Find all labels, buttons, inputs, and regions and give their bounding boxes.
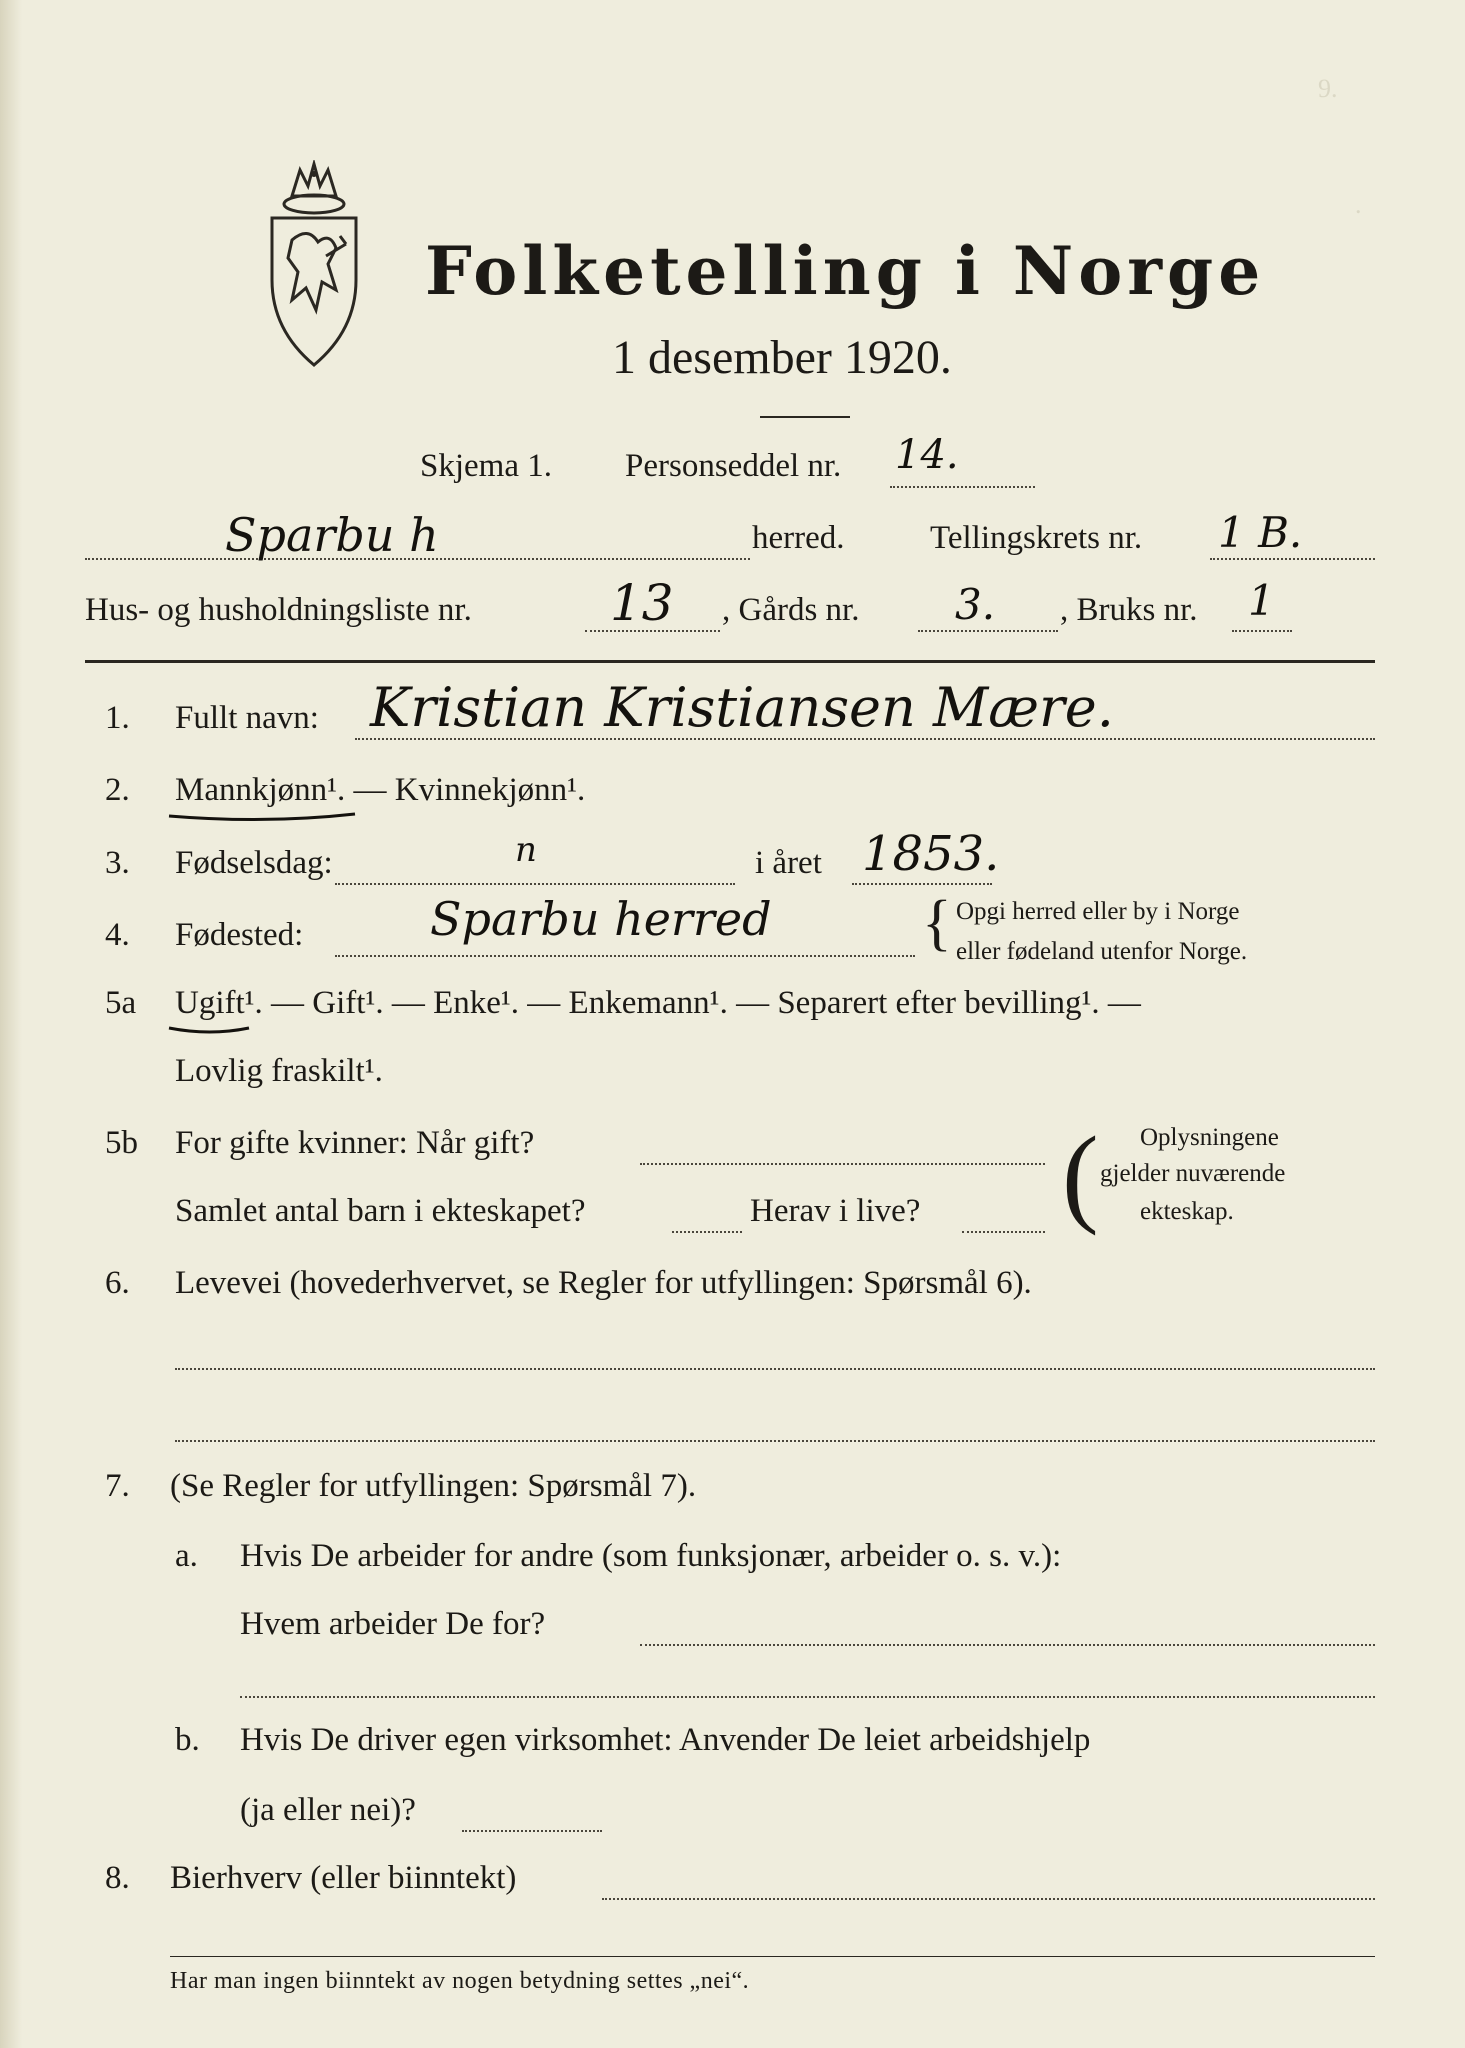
q7b-answer-field[interactable] bbox=[462, 1830, 602, 1832]
tellingskrets-value: 1 B. bbox=[1218, 508, 1303, 557]
q7b-line2: (ja eller nei)? bbox=[240, 1792, 416, 1828]
personseddel-label: Personseddel nr. bbox=[625, 448, 842, 484]
header-divider bbox=[85, 660, 1375, 663]
q8-text: Bierhverv (eller biinntekt) bbox=[170, 1860, 517, 1896]
gards-label: , Gårds nr. bbox=[722, 592, 860, 628]
q6-number: 6. bbox=[105, 1265, 130, 1301]
q4-label: Fødested: bbox=[175, 917, 304, 953]
q4-number: 4. bbox=[105, 917, 130, 953]
gards-value: 3. bbox=[955, 580, 996, 629]
q3-year-value: 1853. bbox=[862, 826, 1000, 882]
q7a-line1: Hvis De arbeider for andre (som funksjonær, arbeider o. s. v.): bbox=[240, 1538, 1062, 1574]
q5a-number: 5a bbox=[105, 985, 137, 1021]
q4-birthplace-value: Sparbu herred bbox=[430, 892, 772, 946]
q2-text: Mannkjønn¹. — Kvinnekjønn¹. bbox=[175, 772, 586, 808]
q5b-note-line3: ekteskap. bbox=[1140, 1198, 1234, 1225]
gards-field[interactable] bbox=[918, 630, 1058, 632]
q5b-alive-field[interactable] bbox=[962, 1231, 1045, 1233]
tellingskrets-label: Tellingskrets nr. bbox=[930, 520, 1143, 556]
q6-line1-field[interactable] bbox=[175, 1368, 1375, 1370]
form-title: Folketelling i Norge bbox=[425, 232, 1266, 310]
q5b-note-line2: gjelder nuværende bbox=[1100, 1160, 1286, 1187]
q5b-note-line1: Oplysningene bbox=[1140, 1124, 1279, 1151]
hus-value: 13 bbox=[610, 574, 674, 632]
q7b-line1: Hvis De driver egen virksomhet: Anvender De leiet arbeidshjelp bbox=[240, 1722, 1091, 1758]
q3-label: Fødselsdag: bbox=[175, 845, 333, 881]
bleed-through-text: 9. bbox=[1318, 74, 1338, 103]
schema-label: Skjema 1. bbox=[420, 448, 552, 484]
q7b-label: b. bbox=[175, 1722, 200, 1758]
q6-text: Levevei (hovederhvervet, se Regler for utfyllingen: Spørsmål 6). bbox=[175, 1265, 1032, 1301]
q8-field[interactable] bbox=[602, 1898, 1375, 1900]
bleed-through-text: . bbox=[1355, 190, 1362, 219]
personseddel-field[interactable] bbox=[890, 486, 1035, 488]
q7a-label: a. bbox=[175, 1538, 198, 1574]
herred-label: herred. bbox=[752, 520, 845, 556]
q3-day-field[interactable] bbox=[335, 883, 735, 885]
q7a-line2: Hvem arbeider De for? bbox=[240, 1606, 546, 1642]
q5b-note-brace: ( bbox=[1062, 1114, 1099, 1236]
q4-note-brace: { bbox=[922, 889, 952, 957]
q3-year-field[interactable] bbox=[852, 883, 992, 885]
q2-number: 2. bbox=[105, 772, 130, 808]
q1-label: Fullt navn: bbox=[175, 700, 319, 736]
footer-divider bbox=[170, 1956, 1375, 1957]
q4-birthplace-field[interactable] bbox=[335, 955, 915, 957]
q7-number: 7. bbox=[105, 1468, 130, 1504]
hus-label: Hus- og husholdningsliste nr. bbox=[85, 592, 472, 628]
coat-of-arms-icon bbox=[262, 160, 366, 370]
bruks-value: 1 bbox=[1248, 576, 1275, 625]
q3-number: 3. bbox=[105, 845, 130, 881]
q1-number: 1. bbox=[105, 700, 130, 736]
q4-note-line1: Opgi herred eller by i Norge bbox=[956, 898, 1240, 925]
q5b-number: 5b bbox=[105, 1125, 138, 1161]
q8-number: 8. bbox=[105, 1860, 130, 1896]
footer-note: Har man ingen biinntekt av nogen betydning settes „nei“. bbox=[170, 1968, 750, 1994]
q5b-line1: For gifte kvinner: Når gift? bbox=[175, 1125, 535, 1161]
form-date: 1 desember 1920. bbox=[612, 331, 952, 384]
bruks-label: , Bruks nr. bbox=[1060, 592, 1198, 628]
q5b-married-field[interactable] bbox=[640, 1163, 1045, 1165]
tellingskrets-field[interactable] bbox=[1210, 558, 1375, 560]
q4-note-line2: eller fødeland utenfor Norge. bbox=[956, 938, 1248, 965]
q5b-line2-alive: Herav i live? bbox=[750, 1193, 921, 1229]
q5a-line1: Ugift¹. — Gift¹. — Enke¹. — Enkemann¹. — Separert efter bevilling¹. — bbox=[175, 985, 1141, 1021]
q7a-employer-field[interactable] bbox=[640, 1644, 1375, 1646]
herred-value: Sparbu h bbox=[225, 508, 439, 562]
q7-text: (Se Regler for utfyllingen: Spørsmål 7). bbox=[170, 1468, 697, 1504]
q3-day-value: n bbox=[515, 830, 537, 870]
q5b-children-field[interactable] bbox=[672, 1231, 742, 1233]
q2-mannkjonn-underline bbox=[165, 808, 365, 828]
q6-line2-field[interactable] bbox=[175, 1440, 1375, 1442]
q3-year-label: i året bbox=[755, 845, 822, 881]
bruks-field[interactable] bbox=[1232, 630, 1292, 632]
q5a-ugift-underline bbox=[165, 1022, 255, 1040]
title-rule bbox=[760, 416, 850, 418]
q5b-line2-children: Samlet antal barn i ekteskapet? bbox=[175, 1193, 586, 1229]
q7a-employer-field-2[interactable] bbox=[240, 1696, 1375, 1698]
q1-name-value: Kristian Kristiansen Mære. bbox=[370, 676, 1114, 739]
q5a-line2: Lovlig fraskilt¹. bbox=[175, 1053, 383, 1089]
personseddel-value: 14. bbox=[895, 432, 959, 478]
